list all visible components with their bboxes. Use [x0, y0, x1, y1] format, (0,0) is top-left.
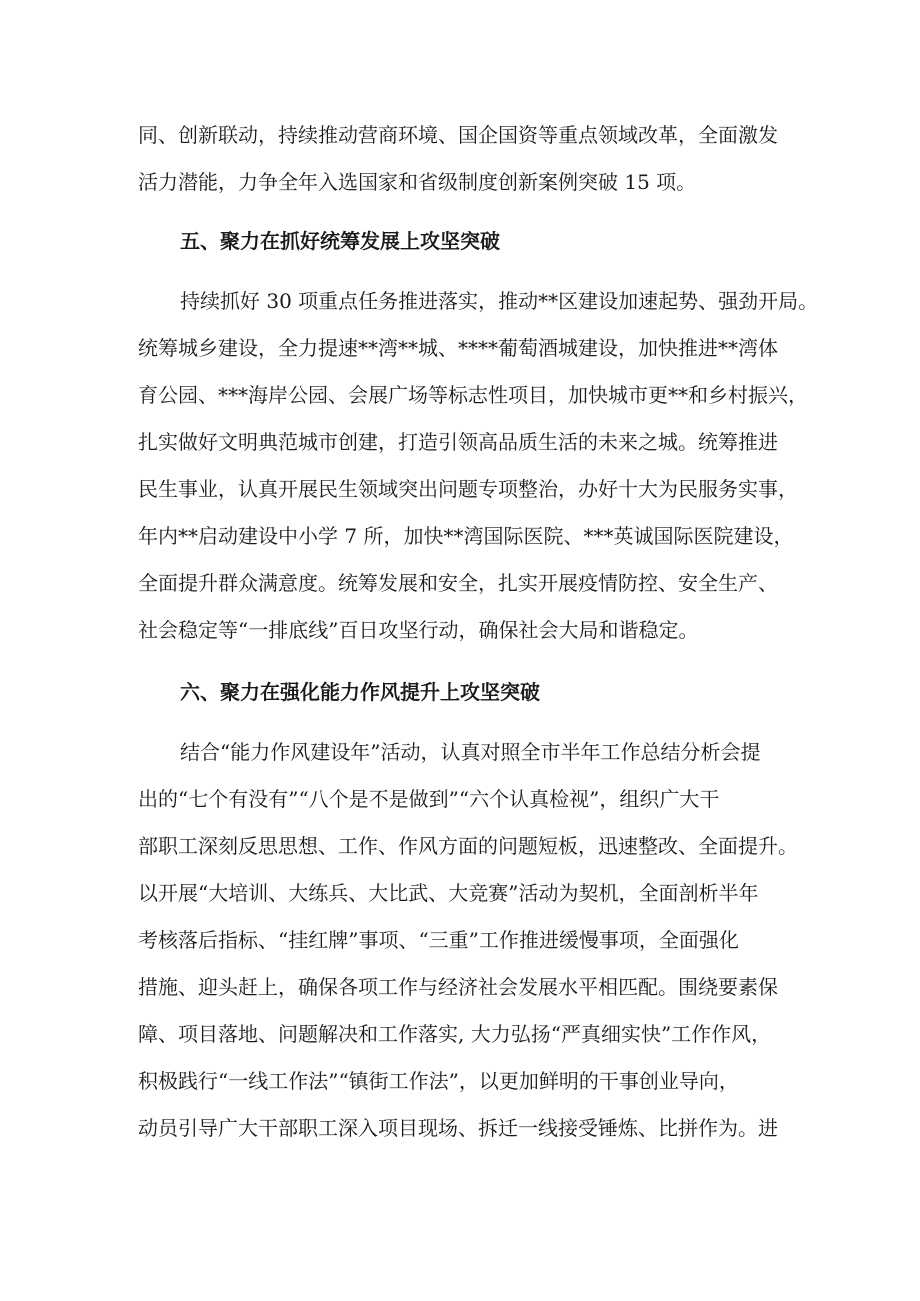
body-line-12: 出的“七个有没有”“八个是不是做到”“六个认真检视”，组织广大干	[138, 787, 720, 811]
body-line-2: 活力潜能，力争全年入选国家和省级制度创新案例突破 15 项。	[138, 170, 697, 194]
body-line-3: 持续抓好 30 项重点任务推进落实，推动**区建设加速起势、强劲开局。	[180, 289, 819, 313]
section-heading-6: 六、聚力在强化能力作风提升上攻坚突破	[180, 680, 540, 704]
body-line-4: 统筹城乡建设，全力提速**湾**城、****葡萄酒城建设，加快推进**湾体	[138, 336, 778, 360]
body-line-9: 全面提升群众满意度。统筹发展和安全，扎实开展疫情防控、安全生产、	[138, 571, 778, 595]
body-line-15: 考核落后指标、“挂红牌”事项、“三重”工作推进缓慢事项，全面强化	[138, 928, 739, 952]
body-line-13: 部职工深刻反思思想、工作、作风方面的问题短板，迅速整改、全面提升。	[138, 834, 798, 858]
body-line-1: 同、创新联动，持续推动营商环境、国企国资等重点领域改革，全面激发	[138, 123, 778, 147]
section-heading-5: 五、聚力在抓好统筹发展上攻坚突破	[180, 229, 500, 253]
body-line-14: 以开展“大培训、大练兵、大比武、大竞赛”活动为契机，全面剖析半年	[138, 881, 759, 905]
body-line-16: 措施、迎头赶上，确保各项工作与经济社会发展水平相匹配。围绕要素保	[138, 975, 778, 999]
body-line-17: 障、项目落地、问题解决和工作落实, 大力弘扬“严真细实快”工作作风，	[138, 1022, 772, 1046]
body-line-10: 社会稳定等“一排底线”百日攻坚行动，确保社会大局和谐稳定。	[138, 618, 699, 642]
body-line-8: 年内**启动建设中小学 7 所，加快**湾国际医院、***英诚国际医院建设，	[138, 524, 794, 548]
body-line-6: 扎实做好文明典范城市创建，打造引领高品质生活的未来之城。统筹推进	[138, 430, 778, 454]
body-line-11: 结合“能力作风建设年”活动，认真对照全市半年工作总结分析会提	[180, 740, 761, 764]
body-line-18: 积极践行“一线工作法”“镇街工作法”，以更加鲜明的干事创业导向，	[138, 1069, 739, 1093]
body-line-7: 民生事业，认真开展民生领域突出问题专项整治，办好十大为民服务实事，	[138, 477, 798, 501]
body-line-5: 育公园、***海岸公园、会展广场等标志性项目，加快城市更**和乡村振兴，	[138, 383, 808, 407]
body-line-19: 动员引导广大干部职工深入项目现场、拆迁一线接受锤炼、比拼作为。进	[138, 1116, 778, 1140]
